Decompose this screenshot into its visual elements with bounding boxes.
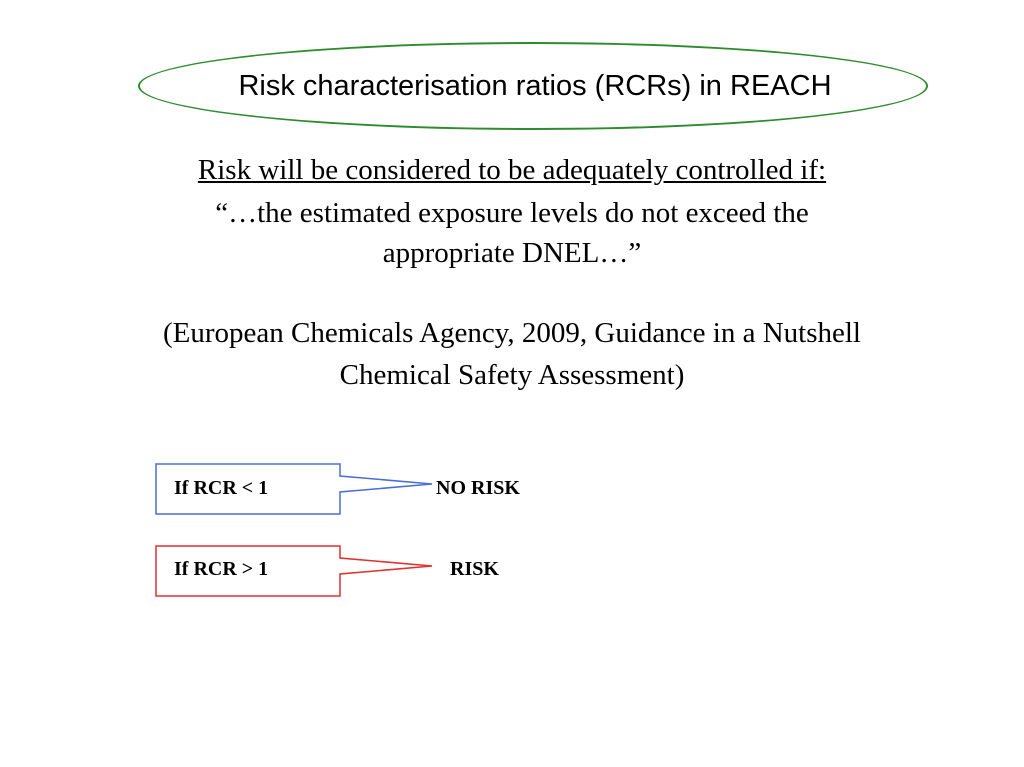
- slide-title: Risk characterisation ratios (RCRs) in REACH: [238, 70, 832, 102]
- rule-result-2: RISK: [450, 558, 499, 580]
- rule-condition-2: If RCR > 1: [174, 558, 269, 580]
- quote-line-2: appropriate DNEL…”: [382, 237, 642, 269]
- quote-line-1: “…the estimated exposure levels do not exceed the: [215, 197, 809, 229]
- rule-condition-1: If RCR < 1: [174, 477, 269, 499]
- citation-line-1: (European Chemicals Agency, 2009, Guidance in a Nutshell: [163, 317, 861, 349]
- rule-result-1: NO RISK: [436, 477, 520, 499]
- intro-text: Risk will be considered to be adequately controlled if:: [197, 154, 827, 186]
- citation-line-2: Chemical Safety Assessment): [339, 359, 685, 391]
